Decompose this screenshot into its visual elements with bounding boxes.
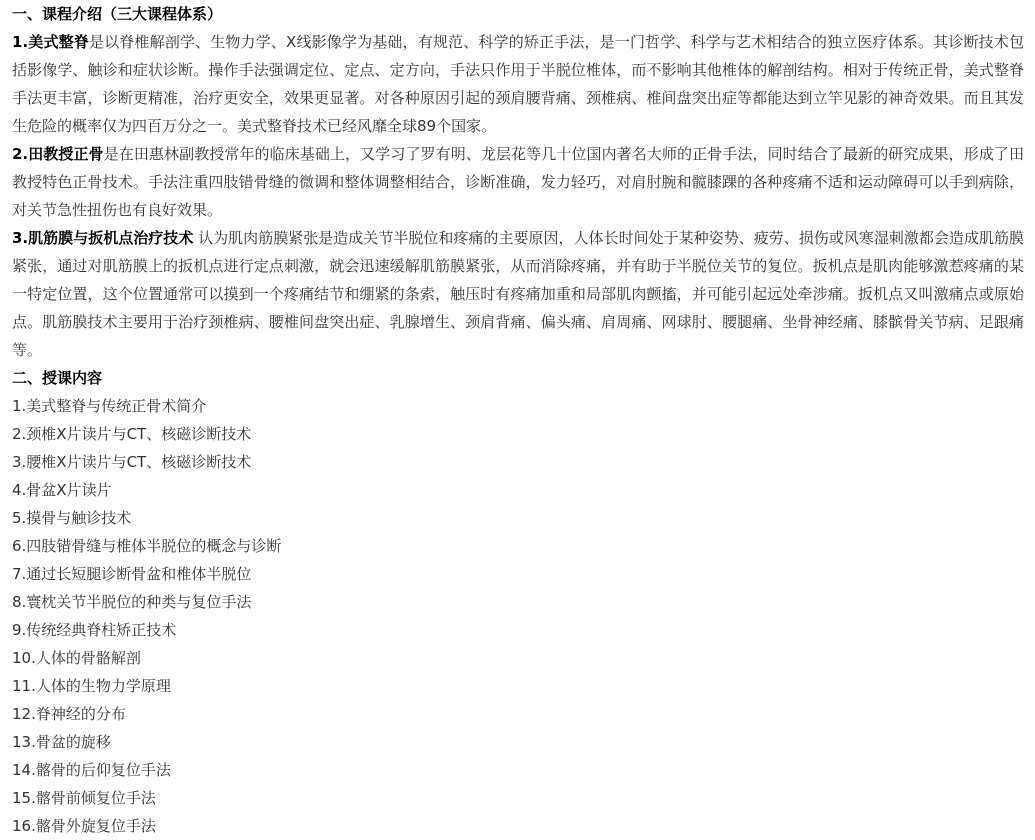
list-item: 11.人体的生物力学原理 bbox=[12, 677, 171, 695]
list-item: 1.美式整脊与传统正骨术简介 bbox=[12, 397, 207, 415]
list-item: 6.四肢错骨缝与椎体半脱位的概念与诊断 bbox=[12, 537, 282, 555]
list-item: 8.寰枕关节半脱位的种类与复位手法 bbox=[12, 593, 252, 611]
course-item-2-text: 是在田惠林副教授常年的临床基础上，又学习了罗有明、龙层花等几十位国内著名大师的正骨手法，同时结合了最新的研究成果，形成了田教授特色正骨技术。手法注重四肢错骨缝的微调和整体调整相结合，诊断准确，发力轻巧，对肩肘腕和髋膝踝的各种疼痛不适和运动障碍可以手到病除，对关节急性扭伤也有良好效果。 bbox=[12, 145, 1024, 219]
list-item: 4.骨盆X片读片 bbox=[12, 481, 112, 499]
course-item-1-title: 1.美式整脊 bbox=[12, 33, 89, 51]
course-item-1 bbox=[12, 28, 1024, 140]
list-item: 5.摸骨与触诊技术 bbox=[12, 509, 132, 527]
list-item: 2.颈椎X片读片与CT、核磁诊断技术 bbox=[12, 425, 252, 443]
list-item: 9.传统经典脊柱矫正技术 bbox=[12, 621, 177, 639]
section-1-heading: 一、课程介绍（三大课程体系） bbox=[12, 5, 223, 23]
course-item-2 bbox=[12, 140, 1024, 224]
list-item: 3.腰椎X片读片与CT、核磁诊断技术 bbox=[12, 453, 252, 471]
document-page bbox=[12, 0, 1024, 840]
course-item-1-text: 是以脊椎解剖学、生物力学、X线影像学为基础，有规范、科学的矫正手法，是一门哲学、科学与艺术相结合的独立医疗体系。其诊断技术包括影像学、触诊和症状诊断。操作手法强调定位、定点、定方向，手法只作用于半脱位椎体，而不影响其他椎体的解剖结构。相对于传统正骨，美式整脊手法更丰富，诊断更精准，治疗更安全，效果更显著。对各种原因引起的颈肩腰背痛、颈椎病、椎间盘突出症等都能达到立竿见影的神奇效果。而且其发生危险的概率仅为四百万分之一。美式整脊技术已经风靡全球89个国家。 bbox=[12, 33, 1024, 135]
list-item: 10.人体的骨骼解剖 bbox=[12, 649, 141, 667]
syllabus-list bbox=[12, 392, 1024, 840]
list-item: 7.通过长短腿诊断骨盆和椎体半脱位 bbox=[12, 565, 252, 583]
course-item-3 bbox=[12, 224, 1024, 364]
section-2-heading: 二、授课内容 bbox=[12, 369, 103, 387]
list-item: 15.髂骨前倾复位手法 bbox=[12, 789, 156, 807]
list-item: 14.髂骨的后仰复位手法 bbox=[12, 761, 171, 779]
course-item-2-title: 2.田教授正骨 bbox=[12, 145, 104, 163]
list-item: 12.脊神经的分布 bbox=[12, 705, 126, 723]
course-item-3-text: 认为肌肉筋膜紧张是造成关节半脱位和疼痛的主要原因，人体长时间处于某种姿势、疲劳、损伤或风寒湿刺激都会造成肌筋膜紧张，通过对肌筋膜上的扳机点进行定点刺激，就会迅速缓解肌筋膜紧张，从而消除疼痛，并有助于半脱位关节的复位。扳机点是肌肉能够激惹疼痛的某一特定位置，这个位置通常可以摸到一个疼痛结节和绷紧的条索，触压时有疼痛加重和局部肌肉颤搐，并可能引起远处牵涉痛。扳机点又叫激痛点或原始点。肌筋膜技术主要用于治疗颈椎病、腰椎间盘突出症、乳腺增生、颈肩背痛、偏头痛、肩周痛、网球肘、腰腿痛、坐骨神经痛、膝髌骨关节病、足跟痛等。 bbox=[12, 229, 1025, 359]
list-item: 16.髂骨外旋复位手法 bbox=[12, 817, 156, 835]
list-item: 13.骨盆的旋移 bbox=[12, 733, 111, 751]
course-item-3-title: 3.肌筋膜与扳机点治疗技术 bbox=[12, 229, 194, 247]
